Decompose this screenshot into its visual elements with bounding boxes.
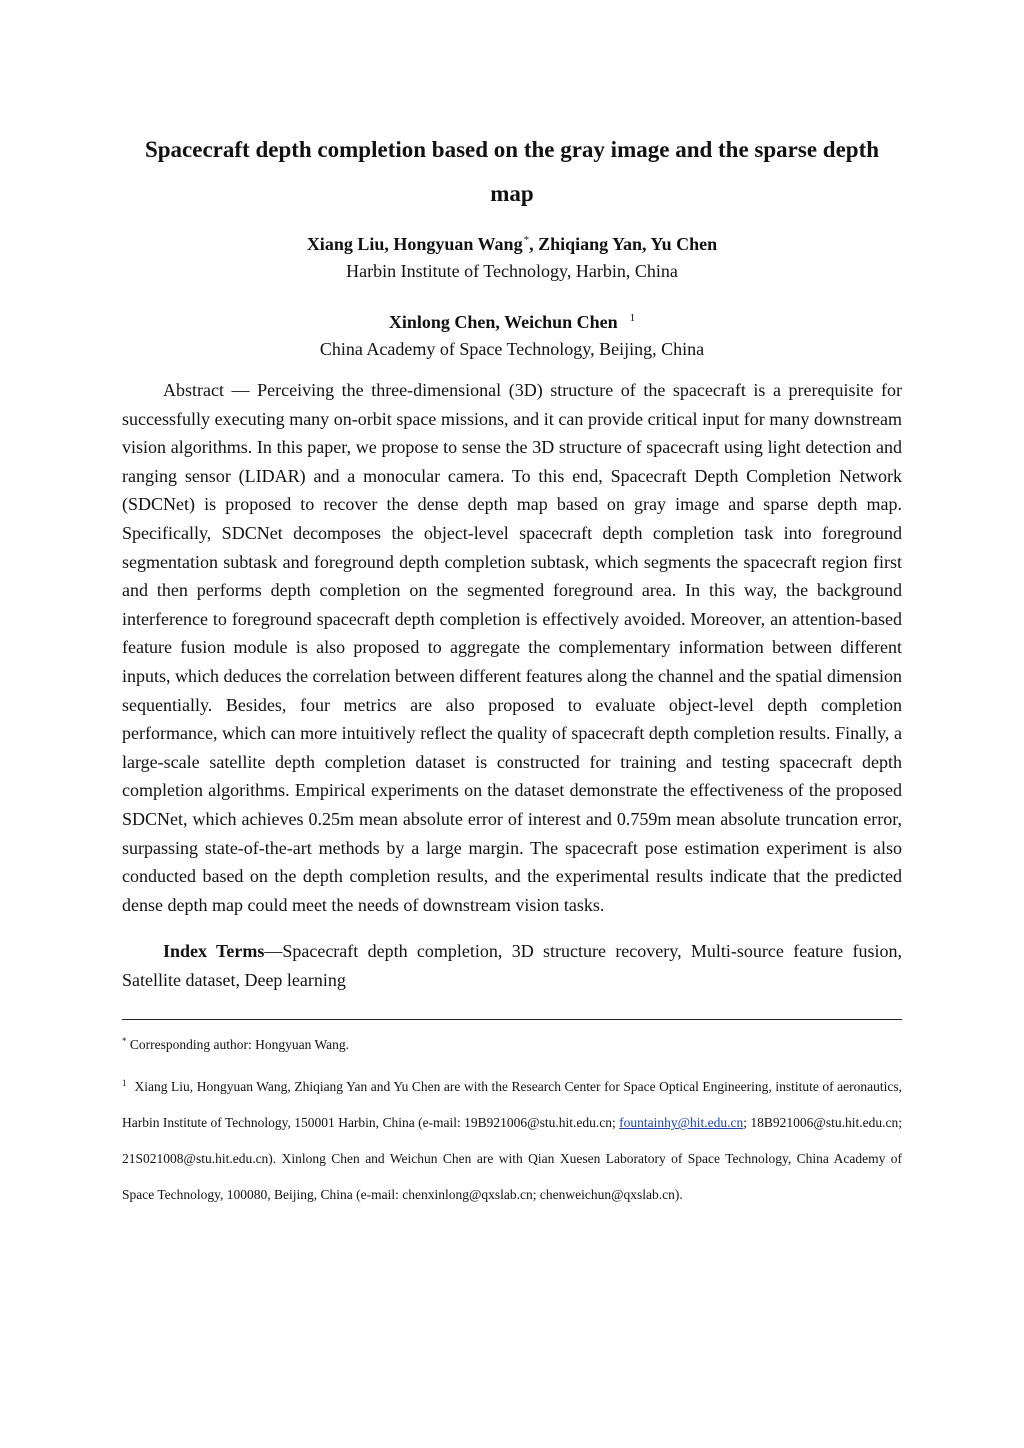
paper-page: [122, 128, 902, 1213]
footnote-mark: 1: [122, 1078, 127, 1089]
corresponding-mark: *: [523, 234, 530, 246]
author-separator: ,: [641, 234, 651, 254]
author-separator: ,: [529, 234, 539, 254]
author-name: Yu Chen: [650, 234, 718, 254]
footnote-mark: 1: [629, 312, 636, 324]
abstract: [122, 376, 902, 919]
footnote-corresponding: [122, 1031, 902, 1055]
footnote-divider: [122, 1019, 902, 1020]
paper-title: Spacecraft depth completion based on the gray image and the sparse depth map: [144, 137, 880, 206]
author-list-2: [122, 304, 902, 336]
index-terms-text: Spacecraft depth completion, 3D structure recovery, Multi-source feature fusion, Satellite dataset, Deep learning: [122, 941, 902, 991]
footnote-text: Corresponding author: Hongyuan Wang.: [126, 1037, 350, 1053]
author-name: Zhiqiang Yan: [538, 234, 642, 254]
author-name: Xiang Liu: [306, 234, 385, 254]
author-name: Hongyuan Wang: [393, 234, 523, 254]
index-terms-dash: —: [264, 941, 283, 962]
abstract-dash: —: [223, 380, 258, 400]
email-link[interactable]: fountainhy@hit.edu.cn: [619, 1115, 744, 1131]
footnote-text: ; 18B921006@stu.hit.edu.cn; 21S021008@stu.hit.edu.cn). Xinlong Chen and Weichun Chen are with Qian Xuesen Laboratory of Space Technology, China Academy of Space Technology, 100080, Beijing, China (e-mail: chenxinlong@qxslab.cn; chenweichun@qxslab.cn).: [122, 1115, 902, 1203]
author-name: Weichun Chen: [504, 312, 618, 332]
index-terms: [122, 937, 902, 995]
author-name: Xinlong Chen: [388, 312, 496, 332]
author-list-1: [122, 226, 902, 258]
index-terms-label: Index Terms: [163, 941, 265, 962]
author-separator: ,: [384, 234, 394, 254]
affiliation-2: China Academy of Space Technology, Beijing, China: [319, 339, 705, 359]
footnote-affiliations: [122, 1065, 902, 1213]
footnote-mark: *: [122, 1036, 127, 1047]
affiliation-1: Harbin Institute of Technology, Harbin, China: [346, 261, 678, 281]
author-separator: ,: [495, 312, 505, 332]
abstract-label: Abstract: [163, 380, 224, 400]
abstract-text: Perceiving the three-dimensional (3D) structure of the spacecraft is a prerequisite for successfully executing many on-orbit space missions, and it can provide critical input for many downstream vision algorithms. In this paper, we propose to sense the 3D structure of spacecraft using light detection and ranging sensor (LIDAR) and a monocular camera. To this end, Spacecraft Depth Completion Network (SDCNet) is proposed to recover the dense depth map based on gray image and sparse depth map. Specifically, SDCNet decomposes the object-level spacecraft depth completion task into foreground segmentation subtask and foreground depth completion subtask, which segments the spacecraft region first and then performs depth completion on the segmented foreground area. In this way, the background interference to foreground spacecraft depth completion is effectively avoided. Moreover, an attention-based feature fusion module is also proposed to aggregate the complementary information between different inputs, which deduces the correlation between different features along the channel and the spatial dimension sequentially. Besides, four metrics are also proposed to evaluate object-level depth completion performance, which can more intuitively reflect the quality of spacecraft depth completion results. Finally, a large-scale satellite depth completion dataset is constructed for training and testing spacecraft depth completion algorithms. Empirical experiments on the dataset demonstrate the effectiveness of the proposed SDCNet, which achieves 0.25m mean absolute error of interest and 0.759m mean absolute truncation error, surpassing state-of-the-art methods by a large margin. The spacecraft pose estimation experiment is also conducted based on the depth completion results, and the experimental results indicate that the predicted dense depth map could meet the needs of downstream vision tasks.: [122, 380, 902, 915]
footnote-text: Xiang Liu, Hongyuan Wang, Zhiqiang Yan and Yu Chen are with the Research Center for Space Optical Engineering, institute of aeronautics, Harbin Institute of Technology, 150001 Harbin, China (e-mail: 19B921006@stu.hit.edu.cn;: [122, 1079, 902, 1131]
